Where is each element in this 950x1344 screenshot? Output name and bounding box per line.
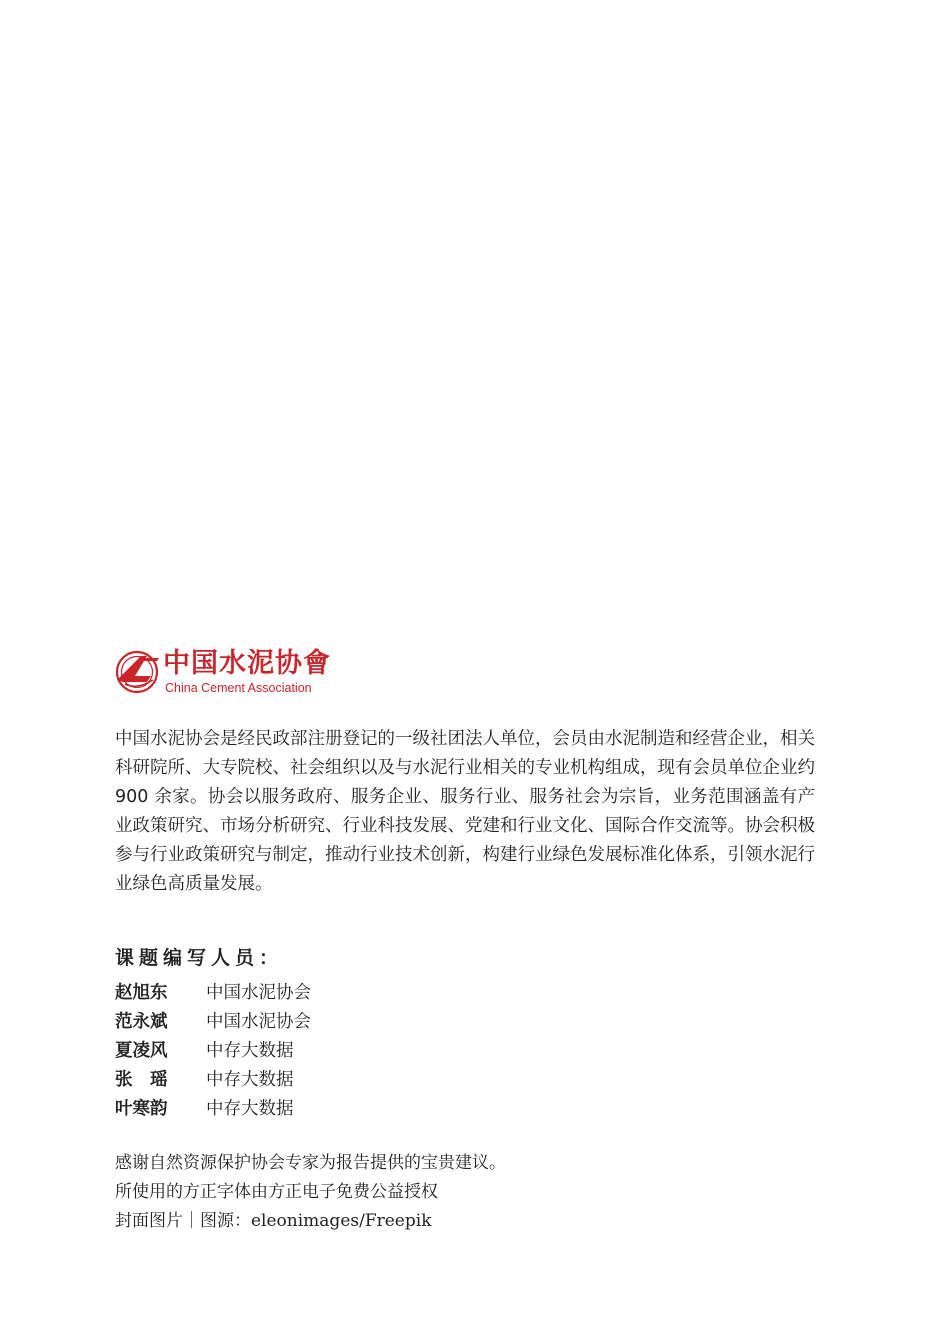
author-row (115, 1095, 311, 1124)
association-emblem-icon (113, 650, 161, 694)
logo-english-name: China Cement Association (165, 681, 312, 695)
logo-chinese-name: 中国水泥协會 (163, 648, 331, 679)
cover-image-credit (115, 1207, 506, 1236)
association-logo (113, 648, 343, 698)
author-organization: 中存大数据 (206, 1070, 294, 1090)
author-organization: 中国水泥协会 (206, 983, 311, 1003)
author-organization: 中国水泥协会 (206, 1012, 311, 1032)
authors-heading: 课题编写人员： (115, 947, 284, 969)
author-name: 叶寒韵 (115, 1099, 168, 1119)
association-introduction: 中国水泥协会是经民政部注册登记的一级社团法人单位，会员由水泥制造和经营企业，相关科研院所、大专院校、社会组织以及与水泥行业相关的专业机构组成，现有会员单位企业约 900 余家。协会以服务政府、服务企业、服务行业、服务社会为宗旨，业务范围涵盖有产业政策研究、市场分析研究、行业科技发展、党建和行业文化、国际合作交流等。协会积极参与行业政策研究与制定，推动行业技术创新，构建行业绿色发展标准化体系，引领水泥行业绿色高质量发展。 (115, 729, 815, 894)
author-row (115, 1037, 311, 1066)
author-name: 范永斌 (115, 1012, 168, 1032)
author-organization: 中存大数据 (206, 1041, 294, 1061)
author-name: 张 瑶 (115, 1070, 168, 1090)
cover-credit-source: eleonimages/Freepik (251, 1211, 432, 1231)
credits-section (115, 1149, 506, 1236)
font-license-text: 所使用的方正字体由方正电子免费公益授权 (115, 1182, 438, 1202)
author-organization: 中存大数据 (206, 1099, 294, 1119)
author-row (115, 1008, 311, 1037)
author-row (115, 979, 311, 1008)
authors-list (115, 979, 311, 1124)
author-name: 夏凌风 (115, 1041, 168, 1061)
cover-credit-label: 封面图片｜图源： (115, 1211, 251, 1231)
acknowledgement-text: 感谢自然资源保护协会专家为报告提供的宝贵建议。 (115, 1153, 506, 1173)
author-name: 赵旭东 (115, 983, 168, 1003)
author-row (115, 1066, 311, 1095)
